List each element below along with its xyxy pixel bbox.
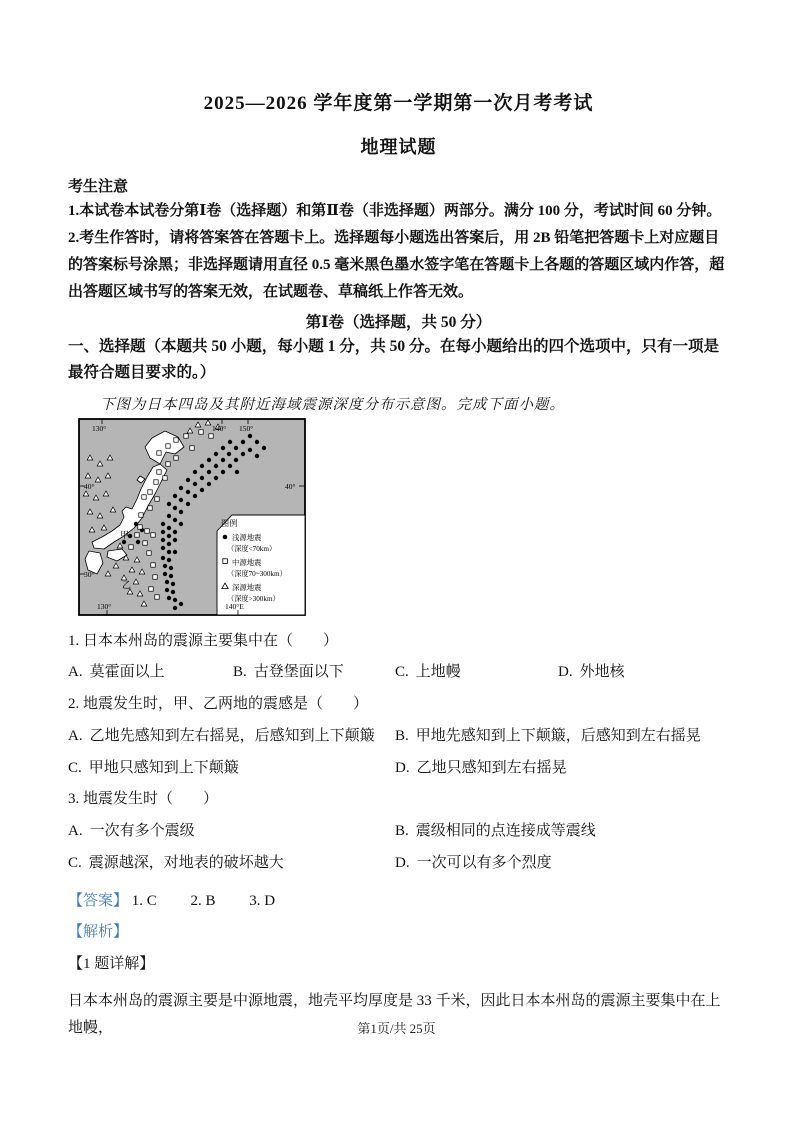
answer-tag: 【答案】 <box>68 892 129 909</box>
question-2-number: 2. <box>68 696 80 713</box>
tick-bottom-130: 130° <box>97 601 112 611</box>
section-instructions: 一、选择题（本题共 50 小题，每小题 1 分，共 50 分。在每小题给出的四个选项中，只有一项是最符合题目要求的。） <box>68 338 720 382</box>
tick-top-130: 130° <box>92 423 107 433</box>
legend-shallow-dot-icon <box>223 534 228 539</box>
tick-bottom-140E: 140°E <box>225 601 244 611</box>
detail-heading: 【1 题详解】 <box>68 956 155 973</box>
question-2-option-c: C. 甲地只感知到上下颠簸 <box>68 759 239 776</box>
page-subtitle: 地理试题 <box>360 137 437 157</box>
question-3-number: 3. <box>68 791 80 808</box>
question-2-option-d: D. 乙地只感知到左右摇晃 <box>395 759 567 776</box>
tick-left-30: 30° <box>84 569 95 579</box>
question-1-option-c: C. 上地幔 <box>395 664 461 681</box>
analysis-line <box>68 922 729 944</box>
detail-text: 日本本州岛的震源主要是中源地震，地壳平均厚度是 33 千米，因此日本本州岛的震源主要集中在上地幔， <box>68 992 721 1036</box>
map-legend <box>217 515 305 615</box>
legend-intermediate-range: （深度70~300km） <box>227 569 287 578</box>
question-3-option-a: A. 一次有多个震级 <box>68 823 195 840</box>
answer-item-1: 1. C <box>131 892 157 909</box>
notice-item-2: 2.考生作答时，请将答案答在答题卡上。选择题每小题选出答案后，用 2B 铅笔把答题卡上对应题目的答案标号涂黑；非选择题请用直径 0.5 毫米黑色墨水签字笔在答题卡上各题的答题区域内作答，超出答题区域书写的答案无效，在试题卷、草稿纸上作答无效。 <box>68 230 725 300</box>
question-1-option-b: B. 古登堡面以下 <box>233 664 344 681</box>
legend-intermediate-square-icon <box>223 558 228 563</box>
legend-intermediate-name: 中源地震 <box>232 557 262 567</box>
question-2-options-ab <box>68 726 729 748</box>
tick-top-140: 140° <box>212 423 227 433</box>
page-title: 2025—2026 学年度第一学期第一次月考考试 <box>203 93 594 114</box>
question-2-stem: 2. 地震发生时，甲、乙两地的震感是（ ） <box>68 696 369 713</box>
tick-right-40: 40° <box>285 481 296 491</box>
place-label-yi: 乙 <box>122 579 132 590</box>
question-3-option-d: D. 一次可以有多个烈度 <box>395 854 552 871</box>
stimulus-text: 下图为日本四岛及其附近海域震源深度分布示意图。完成下面小题。 <box>100 396 565 413</box>
answer-item-3: 3. D <box>249 892 276 909</box>
page-footer: 第1页/共 25页 <box>357 1021 436 1036</box>
answer-item-2: 2. B <box>190 892 216 909</box>
question-1-number: 1. <box>68 632 80 649</box>
notice-heading: 考生注意 <box>68 179 129 195</box>
japan-earthquake-map-figure <box>78 418 306 621</box>
answer-line <box>68 891 729 913</box>
question-1-option-d: D. 外地核 <box>558 664 625 681</box>
question-3-option-b: B. 震级相同的点连接成等震线 <box>395 823 596 840</box>
notice-item-1: 1.本试卷本试卷分第Ⅰ卷（选择题）和第Ⅱ卷（非选择题）两部分。满分 100 分，考试时间 60 分钟。 <box>68 203 722 219</box>
japan-earthquake-map <box>78 418 306 616</box>
question-1-option-a: A. 莫霍面以上 <box>68 664 165 681</box>
tick-top-150: 150° <box>239 423 254 433</box>
legend-deep-range: （深度>300km） <box>227 594 280 603</box>
question-1-options <box>68 662 729 684</box>
question-2-option-a: A. 乙地先感知到左右摇晃，后感知到上下颠簸 <box>68 727 375 744</box>
analysis-tag: 【解析】 <box>68 924 129 941</box>
question-1-stem: 1. 日本本州岛的震源主要集中在（ ） <box>68 632 339 649</box>
question-2-option-b: B. 甲地先感知到上下颠簸，后感知到左右摇晃 <box>395 727 701 744</box>
legend-shallow-range: （深度<70km） <box>227 544 277 553</box>
legend-deep-name: 深源地震 <box>232 582 262 592</box>
question-3-option-c: C. 震源越深，对地表的破坏越大 <box>68 854 284 871</box>
place-label-jia: 甲 <box>120 529 130 540</box>
legend-title: 图例 <box>221 518 238 528</box>
tick-left-40: 40° <box>84 481 95 491</box>
legend-shallow-name: 浅源地震 <box>232 532 262 542</box>
question-3-options-ab <box>68 821 729 843</box>
part-title: 第Ⅰ卷（选择题，共 50 分） <box>305 314 492 331</box>
question-3-options-cd <box>68 853 729 875</box>
question-2-options-cd <box>68 758 729 780</box>
question-3-stem: 3. 地震发生时（ ） <box>68 791 219 808</box>
